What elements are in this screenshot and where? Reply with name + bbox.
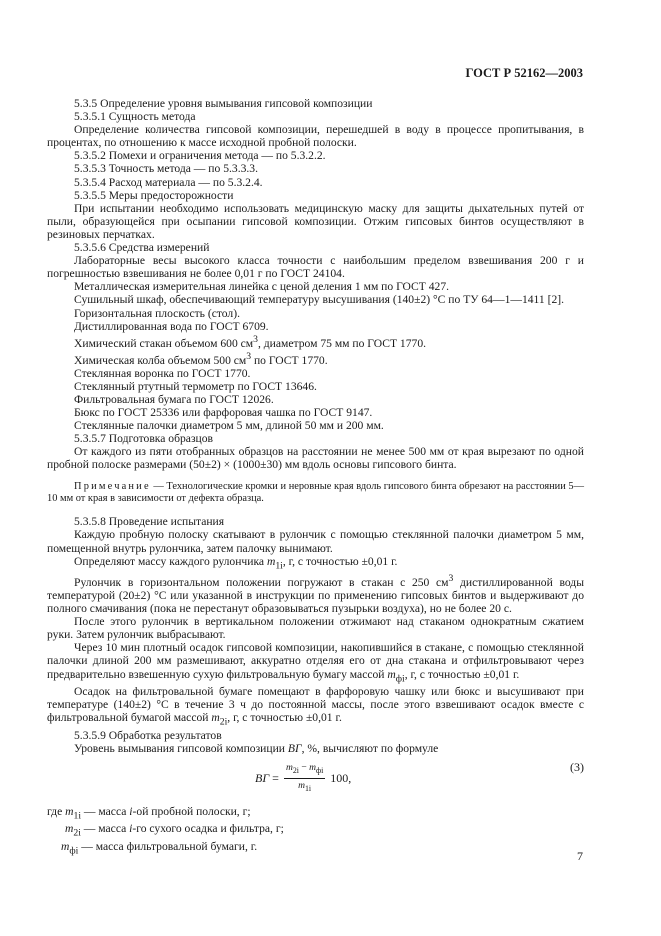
variable: m — [266, 554, 276, 568]
variable: m — [298, 781, 305, 792]
subscript: фi — [395, 672, 405, 684]
paragraph: Стеклянный ртутный термометр по ГОСТ 13646. — [74, 379, 317, 393]
text: где — [47, 804, 66, 818]
fraction-denominator — [298, 779, 311, 795]
subscript: 2i — [292, 766, 299, 776]
variable: m — [65, 822, 74, 836]
text: Рулончик в горизонтальном положении погружают в стакан с 250 см — [74, 575, 449, 589]
paragraph: 5.3.5.4 Расход материала — по 5.3.2.4. — [74, 175, 263, 189]
paragraph: При испытании необходимо использовать медицинскую маску для защиты дыхательных путей от пыли, образующейся при осыпании гипсовой композиции. Отжим гипсовых бинтов осуществляют в резиновых перчатках. — [47, 201, 584, 241]
subsection-heading: 5.3.5.6 Средства измерений — [74, 241, 210, 255]
formula-equals: = — [269, 771, 282, 786]
text: по ГОСТ 1770. — [251, 353, 328, 367]
variable: m — [309, 763, 316, 774]
variable: m — [211, 711, 220, 725]
subscript: 2i — [219, 716, 228, 728]
definition-item — [47, 805, 584, 822]
formula — [255, 761, 351, 797]
subscript: 1i — [275, 559, 283, 571]
subscript: 1i — [73, 810, 82, 822]
fraction — [284, 762, 325, 795]
subscript: 2i — [73, 827, 81, 839]
variable: m — [387, 667, 396, 681]
variable: m — [285, 763, 293, 774]
paragraph: Фильтровальная бумага по ГОСТ 12026. — [74, 392, 274, 406]
formula-lhs: ВГ — [255, 771, 270, 786]
subscript: 1i — [304, 784, 312, 794]
paragraph: Бюкс по ГОСТ 25336 или фарфоровая чашка по ГОСТ 9147. — [74, 405, 373, 419]
equation-number: (3) — [570, 759, 584, 774]
paragraph: 5.3.5.3 Точность метода — по 5.3.3.3. — [74, 162, 258, 176]
variable: m — [65, 804, 74, 818]
text: , г, с точностью ±0,01 г. — [282, 554, 398, 568]
superscript: 3 — [253, 333, 258, 345]
text: , г, с точностью ±0,01 г. — [404, 667, 520, 681]
text: дистиллированной воды температурой (20±2) °С или указанной в инструкции по применению гипсовых бинтов и выдерживают до полного смачивания (пока не перестанут образовываться пузырьки воздуха), но не более 20 с. — [47, 575, 584, 616]
variable: ВГ — [287, 741, 302, 755]
document-header: ГОСТ Р 52162—2003 — [465, 66, 583, 80]
paragraph — [47, 685, 584, 729]
text: Определяют массу каждого рулончика — [74, 554, 267, 568]
subscript: фi — [315, 766, 324, 776]
note — [47, 481, 584, 505]
paragraph: 5.3.5.2 Помехи и ограничения метода — по 5.3.2.2. — [74, 149, 326, 163]
fraction-numerator — [284, 762, 325, 779]
text: Через 10 мин плотный осадок гипсовой композиции, накопившийся в стакане, с помощью стеклянной палочки длиной 200 мм размешивают, аккуратно отделяя его от дна стакана и отфильтровывают через предварительно взвешенную сухую фильтровальную бумагу массой — [47, 641, 584, 681]
note-label: Примечание — [74, 481, 151, 493]
text: , диаметром 75 мм по ГОСТ 1770. — [257, 336, 427, 350]
text: -го сухого осадка и фильтра, г; — [132, 822, 284, 836]
paragraph: Определение количества гипсовой композиции, перешедшей в воду в процессе пропитывания, в процентах, по отношению к массе исходной пробной полоски. — [47, 123, 584, 150]
definition-item — [47, 822, 584, 839]
paragraph: Сушильный шкаф, обеспечивающий температуру высушивания (140±2) °С по ТУ 64—1—1411 [2]. — [74, 293, 565, 307]
paragraph — [47, 572, 584, 615]
subscript: фi — [69, 844, 79, 856]
subsection-heading: 5.3.5.9 Обработка результатов — [74, 728, 222, 742]
variable: i — [129, 804, 133, 818]
text: — масса фильтровальной бумаги, г. — [78, 839, 258, 853]
page-number: 7 — [577, 849, 583, 863]
subsection-heading: 5.3.5.8 Проведение испытания — [74, 515, 225, 529]
subsection-heading: 5.3.5.7 Подготовка образцов — [74, 432, 214, 446]
paragraph: От каждого из пяти отобранных образцов на расстоянии не менее 500 мм от края вырезают по одной пробной полоске размерами (50±2) × (1000±30) мм вдоль основы гипсового бинта. — [47, 445, 584, 472]
superscript: 3 — [448, 573, 454, 585]
paragraph: Стеклянные палочки диаметром 5 мм, длиной 50 мм и 200 мм. — [74, 418, 384, 432]
text: Химический стакан объемом 600 см — [74, 336, 254, 350]
paragraph: Горизонтальная плоскость (стол). — [74, 306, 240, 320]
paragraph — [47, 742, 584, 755]
text: Химическая колба объемом 500 см — [74, 353, 247, 367]
text: -ой пробной полоски, г; — [132, 804, 251, 818]
variable: m — [61, 839, 70, 853]
paragraph — [47, 333, 584, 350]
note-text: — Технологические кромки и неровные края вдоль гипсового бинта обрезают на расстоянии 5—10 мм от края в зависимости от дефекта образца. — [47, 481, 584, 505]
text: Уровень вымывания гипсовой композиции — [74, 741, 288, 755]
minus-sign: − — [298, 763, 310, 774]
paragraph — [47, 555, 584, 572]
paragraph — [47, 350, 584, 367]
section-heading: 5.3.5 Определение уровня вымывания гипсовой композиции — [74, 97, 373, 110]
paragraph: Дистиллированная вода по ГОСТ 6709. — [74, 319, 269, 333]
variable: i — [129, 822, 133, 836]
text: , г, с точностью ±0,01 г. — [227, 711, 342, 725]
text: — масса — [81, 804, 130, 818]
paragraph: Лабораторные весы высокого класса точности с наибольшим пределом взвешивания 200 г и погрешностью взвешивания не более 0,01 г по ГОСТ 24104. — [47, 254, 584, 281]
paragraph: Металлическая измерительная линейка с ценой деления 1 мм по ГОСТ 427. — [74, 280, 450, 294]
formula-row — [47, 761, 584, 801]
text: — масса — [80, 822, 130, 836]
paragraph — [47, 641, 584, 685]
subsection-heading: 5.3.5.1 Сущность метода — [74, 110, 196, 124]
superscript: 3 — [246, 350, 252, 362]
document-body — [47, 97, 584, 857]
paragraph: Каждую пробную полоску скатывают в рулончик с помощью стеклянной палочки диаметром 5 мм, помещенной внутрь рулончика, затем палочку вынимают. — [47, 528, 584, 555]
formula-tail: 100, — [327, 771, 352, 786]
paragraph: Стеклянная воронка по ГОСТ 1770. — [74, 366, 251, 380]
subsection-heading: 5.3.5.5 Меры предосторожности — [74, 188, 234, 202]
text: , %, вычисляют по формуле — [301, 741, 439, 755]
text: Осадок на фильтровальной бумаге помещают в фарфоровую чашку или бюкс и высушивают при температуре (140±2) °С в течение 3 ч до постоянной массы, после этого взвешивают осадок вместе с фильтровальной бумагой массой — [47, 684, 584, 725]
paragraph: После этого рулончик в вертикальном положении отжимают над стаканом однократным сжатием руки. Затем рулончик выбрасывают. — [47, 615, 584, 642]
